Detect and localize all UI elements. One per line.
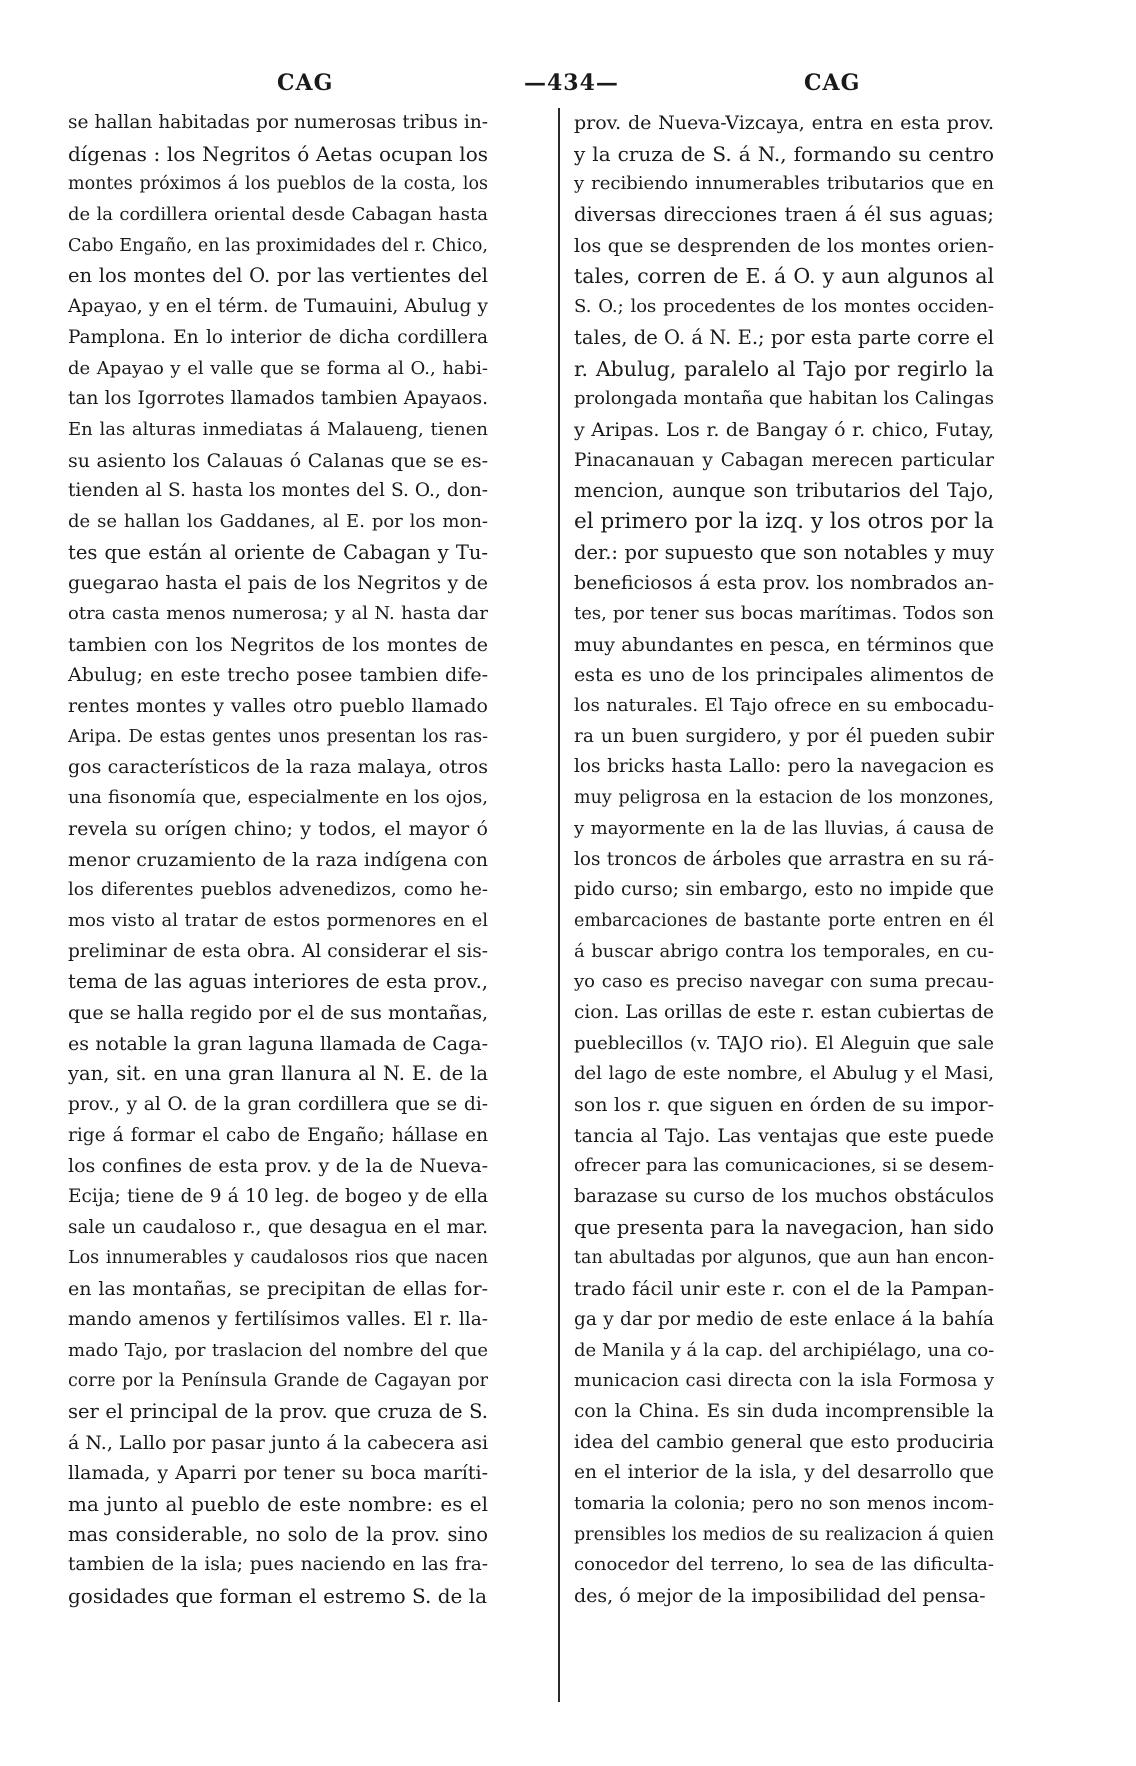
text-line: Cabo Engaño, en las proximidades del r. Chico, [68, 235, 488, 256]
text-line: esta es uno de los principales alimentos de [574, 664, 994, 687]
header-right-keyword: CAG [804, 70, 861, 96]
text-line: gosidades que forman el estremo S. de la [68, 1584, 488, 1608]
text-line: tes que están al oriente de Cabagan y Tu- [68, 540, 488, 564]
text-line: preliminar de esta obra. Al considerar el sis- [68, 940, 488, 962]
text-line: tales, de O. á N. E.; por esta parte corre el [574, 325, 994, 349]
text-line: llamada, y Aparri por tener su boca maríti- [68, 1462, 488, 1485]
text-line: en los montes del O. por las vertientes del [68, 264, 488, 288]
text-line: ser el principal de la prov. que cruza de S. [68, 1399, 488, 1423]
text-line: muy abundantes en pesca, en términos que [574, 633, 994, 656]
text-line: prensibles los medios de su realizacion á quien [574, 1524, 994, 1545]
text-line: montes próximos á los pueblos de la costa, los [68, 174, 488, 195]
text-line: de la cordillera oriental desde Cabagan hasta [68, 204, 488, 226]
text-line: prov. de Nueva-Vizcaya, entra en esta prov. [574, 112, 994, 134]
text-line: muy peligrosa en la estacion de los monzones, [574, 788, 994, 809]
text-line: Los innumerables y caudalosos rios que nacen [68, 1248, 488, 1269]
text-line: una fisonomía que, especialmente en los ojos, [68, 787, 488, 809]
text-line: tan los Igorrotes llamados tambien Apayaos. [68, 388, 488, 410]
text-line: tema de las aguas interiores de esta prov., [68, 970, 488, 994]
text-line: tan abultadas por algunos, que aun han encon- [574, 1248, 994, 1269]
text-line: los confines de esta prov. y de la de Nueva- [68, 1155, 488, 1178]
text-line: ra un buen surgidero, y por él pueden subir [574, 725, 994, 747]
text-line: Pamplona. En lo interior de dicha cordillera [68, 326, 488, 348]
text-line: los diferentes pueblos advenedizos, como he- [68, 879, 488, 901]
text-line: tes, por tener sus bocas marítimas. Todos son [574, 603, 994, 624]
text-line: yan, sit. en una gran llanura al N. E. de la [68, 1062, 488, 1086]
text-line: rige á formar el cabo de Engaño; hállase en [68, 1124, 488, 1146]
text-line: Apayao, y en el térm. de Tumauini, Abulug y [68, 296, 488, 318]
text-line: menor cruzamiento de la raza indígena con [68, 848, 488, 871]
text-line: mando amenos y fertilísimos valles. El r. lla- [68, 1308, 488, 1330]
text-line: los que se desprenden de los montes orien- [574, 234, 994, 257]
column-divider [558, 108, 560, 1702]
text-line: los bricks hasta Lallo: pero la navegacion es [574, 756, 994, 778]
text-line: rentes montes y valles otro pueblo llamado [68, 695, 488, 718]
text-line: que presenta para la navegacion, han sido [574, 1215, 994, 1239]
text-line: con la China. Es sin duda incomprensible la [574, 1400, 994, 1422]
text-line: revela su orígen chino; y todos, el mayor ó [68, 817, 488, 840]
text-line: des, ó mejor de la imposibilidad del pensa- [574, 1585, 986, 1607]
text-line: es notable la gran laguna llamada de Caga- [68, 1032, 488, 1055]
text-line: der.: por supuesto que son notables y muy [574, 540, 994, 564]
text-line: mas considerable, no solo de la prov. sino [68, 1522, 488, 1546]
page-header [62, 70, 1062, 104]
right-column [574, 108, 994, 1612]
text-line: otra casta menos numerosa; y al N. hasta dar [68, 603, 488, 624]
text-line: barazase su curso de los muchos obstáculos [574, 1186, 994, 1208]
text-line: mos visto al tratar de estos pormenores en el [68, 909, 488, 931]
text-line: idea del cambio general que esto produciria [574, 1431, 994, 1453]
text-line: pueblecillos (v. TAJO rio). El Aleguin que sale [574, 1032, 994, 1054]
text-line: ma junto al pueblo de este nombre: es el [68, 1491, 488, 1516]
text-line: gos característicos de la raza malaya, otros [68, 756, 488, 779]
text-line: los naturales. El Tajo ofrece en su embocadu- [574, 695, 994, 717]
text-line: conocedor del terreno, lo sea de las dificulta- [574, 1554, 994, 1576]
text-line: y mayormente en la de las lluvias, á causa de [574, 817, 994, 839]
text-line: los troncos de árboles que arrastra en su rá- [574, 848, 994, 870]
text-line: en las montañas, se precipitan de ellas for- [68, 1278, 488, 1301]
text-line: del lago de este nombre, el Abulug y el Masi, [574, 1063, 994, 1085]
text-line: ga y dar por medio de este enlace á la bahía [574, 1308, 994, 1330]
text-line: S. O.; los procedentes de los montes occiden- [574, 296, 994, 318]
text-line: se hallan habitadas por numerosas tribus in- [68, 112, 488, 133]
text-line: y Aripas. Los r. de Bangay ó r. chico, Futay, [574, 418, 994, 441]
text-line: sale un caudaloso r., que desagua en el mar. [68, 1216, 488, 1238]
text-line: pido curso; sin embargo, esto no impide que [574, 879, 994, 901]
text-line: r. Abulug, paralelo al Tajo por regirlo la [574, 356, 994, 381]
text-line: Pinacanauan y Cabagan merecen particular [574, 449, 994, 471]
text-line: mencion, aunque son tributarios del Tajo, [574, 479, 994, 503]
text-line: tienden al S. hasta los montes del S. O., don- [68, 480, 488, 502]
text-line: guegarao hasta el pais de los Negritos y de [68, 572, 488, 595]
text-line: ofrecer para las comunicaciones, si se desem- [574, 1155, 994, 1177]
text-line: diversas direcciones traen á él sus aguas; [574, 203, 994, 227]
text-line: Aripa. De estas gentes unos presentan los ras- [68, 726, 488, 747]
page-number: —434— [524, 70, 619, 96]
text-line: trado fácil unir este r. con el de la Pampan- [574, 1278, 994, 1301]
text-line: beneficiosos á esta prov. los nombrados an- [574, 572, 994, 595]
text-line: En las alturas inmediatas á Malaueng, tienen [68, 418, 488, 440]
text-line: tales, corren de E. á O. y aun algunos al [574, 264, 994, 289]
text-line: Abulug; en este trecho posee tambien dife- [68, 664, 488, 687]
text-line: su asiento los Calauas ó Calanas que se es- [68, 449, 488, 472]
text-line: dígenas : los Negritos ó Aetas ocupan los [68, 141, 488, 166]
text-line: tambien con los Negritos de los montes de [68, 633, 488, 656]
text-line: tambien de la isla; pues naciendo en las fra- [68, 1554, 488, 1576]
text-line: yo caso es preciso navegar con suma precau- [574, 971, 994, 993]
left-column [68, 108, 488, 1612]
text-line: tancia al Tajo. Las ventajas que este puede [574, 1124, 994, 1147]
text-line: en el interior de la isla, y del desarrollo que [574, 1462, 994, 1484]
text-line: prov., y al O. de la gran cordillera que se di- [68, 1094, 488, 1115]
text-line: mado Tajo, por traslacion del nombre del que [68, 1339, 488, 1361]
text-line: el primero por la izq. y los otros por la [574, 508, 994, 534]
text-line: tomaria la colonia; pero no son menos incom- [574, 1492, 994, 1514]
text-line: corre por la Península Grande de Cagayan por [68, 1371, 488, 1392]
text-line: á buscar abrigo contra los temporales, en cu- [574, 940, 994, 962]
text-line: y recibiendo innumerables tributarios que en [574, 173, 994, 195]
text-line: embarcaciones de bastante porte entren en él [574, 910, 994, 931]
text-line: de Manila y á la cap. del archipiélago, una co- [574, 1339, 995, 1361]
text-line: cion. Las orillas de este r. estan cubiertas de [574, 1001, 994, 1023]
text-line: prolongada montaña que habitan los Calingas [574, 388, 994, 410]
text-line: á N., Lallo por pasar junto á la cabecera asi [68, 1431, 489, 1454]
text-line: y la cruza de S. á N., formando su centro [574, 141, 994, 166]
text-line: son los r. que siguen en órden de su impor- [574, 1094, 994, 1116]
text-line: que se halla regido por el de sus montañas, [68, 1001, 488, 1024]
text-line: Ecija; tiene de 9 á 10 leg. de bogeo y de ella [68, 1186, 488, 1208]
text-line: de se hallan los Gaddanes, al E. por los mon- [68, 510, 488, 532]
text-line: de Apayao y el valle que se forma al O., habi- [68, 357, 488, 379]
header-left-keyword: CAG [277, 70, 334, 96]
text-line: municacion casi directa con la isla Formosa y [574, 1370, 994, 1392]
